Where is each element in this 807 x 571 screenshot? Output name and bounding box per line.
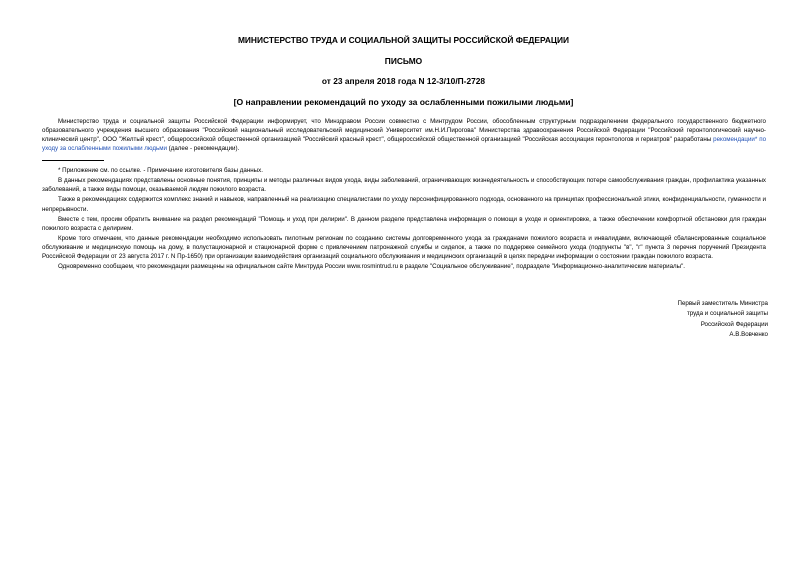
intro-paragraph xyxy=(42,117,766,153)
signer-position-line-1: Первый заместитель Министра xyxy=(677,300,768,307)
body-paragraph: Также в рекомендациях содержится комплекс знаний и навыков, направленный на реализацию специалистами по уходу персонифицированного подхода, основанного на принципах профессиональной этики, конфиденциальности, гуманности и непрерывности. xyxy=(42,196,766,213)
body-paragraph: В данных рекомендациях представлены основные понятия, принципы и методы различных видов ухода, виды заболеваний, ограничивающих жизнедеятельность и способствующих потере самообслуживания граждан, профилактика указанных заболеваний, а также виды помощи, оказываемой людям пожилого возраста. xyxy=(42,177,766,194)
intro-section xyxy=(42,117,766,153)
intro-tail-text: (далее - рекомендации). xyxy=(168,145,240,153)
signer-position-line-2: труда и социальной защиты xyxy=(686,310,768,318)
body-paragraph: Одновременно сообщаем, что рекомендации размещены на официальном сайте Минтруда России www.rosmintrud.ru в разделе "Социальное обслуживание", подразделе "Информационно-аналитические материалы". xyxy=(58,263,686,271)
intro-text: Министерство труда и социальной защиты Российской Федерации информирует, что Минздравом России совместно с Минтрудом России, обособленным структурным подразделением федерального государственного бюджетного образовательного учреждения высшего образования "Российский национальный исследовательский медицинский Университет им.Н.И.Пирогова" Министерства здравоохранения Российской Федерации "Российский геронтологический научно-клинический центр", ООО "Желтый крест", общероссийской общественной организацией "Российский красный крест", общероссийской общественной организацией "Российская ассоциация геронтологов и гериатров" разработаны xyxy=(42,118,766,144)
recommendations-link[interactable]: рекомендации* по уходу за ослабленными пожилыми людьми xyxy=(42,136,767,153)
letter-body xyxy=(42,166,766,273)
signer-name: А.В.Вовченко xyxy=(729,330,768,338)
body-paragraph: Кроме того отмечаем, что данные рекомендации необходимо использовать пилотным регионам по созданию системы долговременного ухода за гражданами пожилого возраста и инвалидами, включающей сбалансированные социальное обслуживание и медицинскую помощь на дому, в полустационарной и стационарной форме с привлечением патронажной службы и сиделок, а также по поддержке семейного ухода (подпункты "в", "г" пункта 3 перечня поручений Президента Российской Федерации от 23 августа 2017 г. N Пр-1650) при организации взаимодействия организаций социального обслуживания и медицинских организаций в целях передачи информации о состоянии граждан пожилого возраста. xyxy=(42,235,766,261)
document-subject: [О направлении рекомендаций по уходу за ослабленными пожилыми людьми] xyxy=(233,97,574,107)
document-date-number: от 23 апреля 2018 года N 12-3/10/П-2728 xyxy=(321,76,486,86)
ministry-title: МИНИСТЕРСТВО ТРУДА И СОЦИАЛЬНОЙ ЗАЩИТЫ РОССИЙСКОЙ ФЕДЕРАЦИИ xyxy=(237,35,570,45)
signer-position-line-3: Российской Федерации xyxy=(700,320,768,328)
footnote-divider xyxy=(42,160,104,161)
document-type: ПИСЬМО xyxy=(384,56,423,66)
body-paragraph: Вместе с тем, просим обратить внимание на раздел рекомендаций "Помощь и уход при делирии". В данном разделе представлена информация о помощи в уходе и ориентировке, а также обеспечении комфортной обстановки для граждан пожилого возраста с делирием. xyxy=(42,215,766,232)
signature-block xyxy=(560,299,768,340)
footnote-text: * Приложение см. по ссылке. - Примечание изготовителя базы данных. xyxy=(58,167,263,174)
